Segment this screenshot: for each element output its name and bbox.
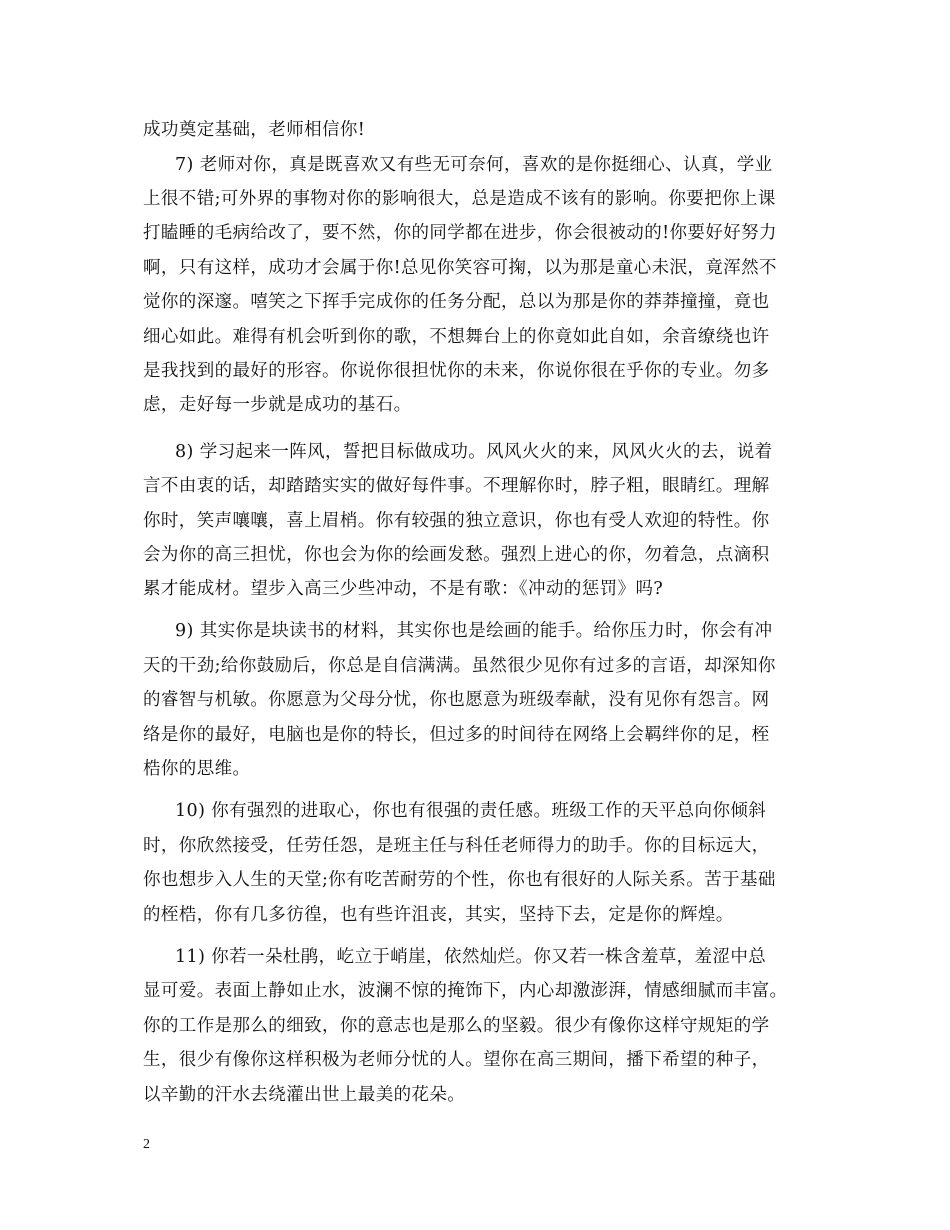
text-line: 生，很少有像你这样积极为老师分忧的人。望你在高三期间，播下希望的种子， bbox=[143, 1050, 770, 1070]
text-line: 络是你的最好，电脑也是你的特长，但过多的时间待在网络上会羁绊你的足，桎 bbox=[143, 725, 770, 745]
text-line: 上很不错;可外界的事物对你的影响很大，总是造成不该有的影响。你要把你上课 bbox=[143, 189, 776, 209]
text-line: 会为你的高三担忧，你也会为你的绘画发愁。强烈上进心的你，勿着急，点滴积 bbox=[143, 545, 770, 565]
text-line: 你也想步入人生的天堂;你有吃苦耐劳的个性，你也有很好的人际关系。苦于基础 bbox=[143, 870, 776, 890]
paragraph-8-start: 8) 学习起来一阵风，誓把目标做成功。风风火火的来，风风火火的去，说着 bbox=[175, 442, 773, 462]
text-line: 你的工作是那么的细致，你的意志也是那么的坚毅。很少有像你这样守规矩的学 bbox=[143, 1016, 770, 1036]
text-line: 言不由衷的话，却踏踏实实的做好每件事。不理解你时，脖子粗，眼睛红。理解 bbox=[143, 476, 770, 496]
text-line: 的睿智与机敏。你愿意为父母分忧，你也愿意为班级奉献，没有见你有怨言。网 bbox=[143, 690, 770, 710]
text-line: 是我找到的最好的形容。你说你很担忧你的未来，你说你很在乎你的专业。勿多 bbox=[143, 361, 770, 381]
text-line: 你时，笑声嚷嚷，喜上眉梢。你有较强的独立意识，你也有受人欢迎的特性。你 bbox=[143, 511, 770, 531]
paragraph-9-start: 9) 其实你是块读书的材料，其实你也是绘画的能手。给你压力时，你会有冲 bbox=[175, 621, 773, 641]
text-line: 觉你的深邃。嘻笑之下挥手完成你的任务分配，总以为那是你的莽莽撞撞，竟也 bbox=[143, 292, 770, 312]
text-line: 时，你欣然接受，任劳任怨，是班主任与科任老师得力的助手。你的目标远大， bbox=[143, 836, 770, 856]
page-number: 2 bbox=[143, 1137, 150, 1152]
paragraph-10-start: 10) 你有强烈的进取心，你也有很强的责任感。班级工作的天平总向你倾斜 bbox=[175, 801, 767, 821]
text-line: 打瞌睡的毛病给改了，要不然，你的同学都在进步，你会很被动的!你要好好努力 bbox=[143, 223, 777, 243]
text-line: 天的干劲;给你鼓励后，你总是自信满满。虽然很少见你有过多的言语，却深知你 bbox=[143, 656, 776, 676]
text-line: 以辛勤的汗水去绕灌出世上最美的花朵。 bbox=[143, 1085, 466, 1105]
paragraph-11-start: 11) 你若一朵杜鹃，屹立于峭崖，依然灿烂。你又若一株含羞草，羞涩中总 bbox=[175, 947, 767, 967]
text-line: 啊，只有这样，成功才会属于你!总见你笑容可掬，以为那是童心未泯，竟浑然不 bbox=[143, 258, 777, 278]
text-line: 的桎梏，你有几多彷徨，也有些许沮丧，其实，坚持下去，定是你的辉煌。 bbox=[143, 905, 734, 925]
text-line: 细心如此。难得有机会听到你的歌，不想舞台上的你竟如此自如，余音缭绕也许 bbox=[143, 327, 770, 347]
text-line: 成功奠定基础，老师相信你! bbox=[143, 120, 366, 140]
text-line: 累才能成材。望步入高三少些冲动，不是有歌：《冲动的惩罚》吗? bbox=[143, 579, 664, 599]
text-line: 梏你的思维。 bbox=[143, 759, 251, 779]
text-line: 虑，走好每一步就是成功的基石。 bbox=[143, 395, 412, 415]
paragraph-7-start: 7) 老师对你，真是既喜欢又有些无可奈何，喜欢的是你挺细心、认真，学业 bbox=[175, 155, 773, 175]
text-line: 显可爱。表面上静如止水，波澜不惊的掩饰下，内心却激澎湃，情感细腻而丰富。 bbox=[143, 981, 788, 1001]
